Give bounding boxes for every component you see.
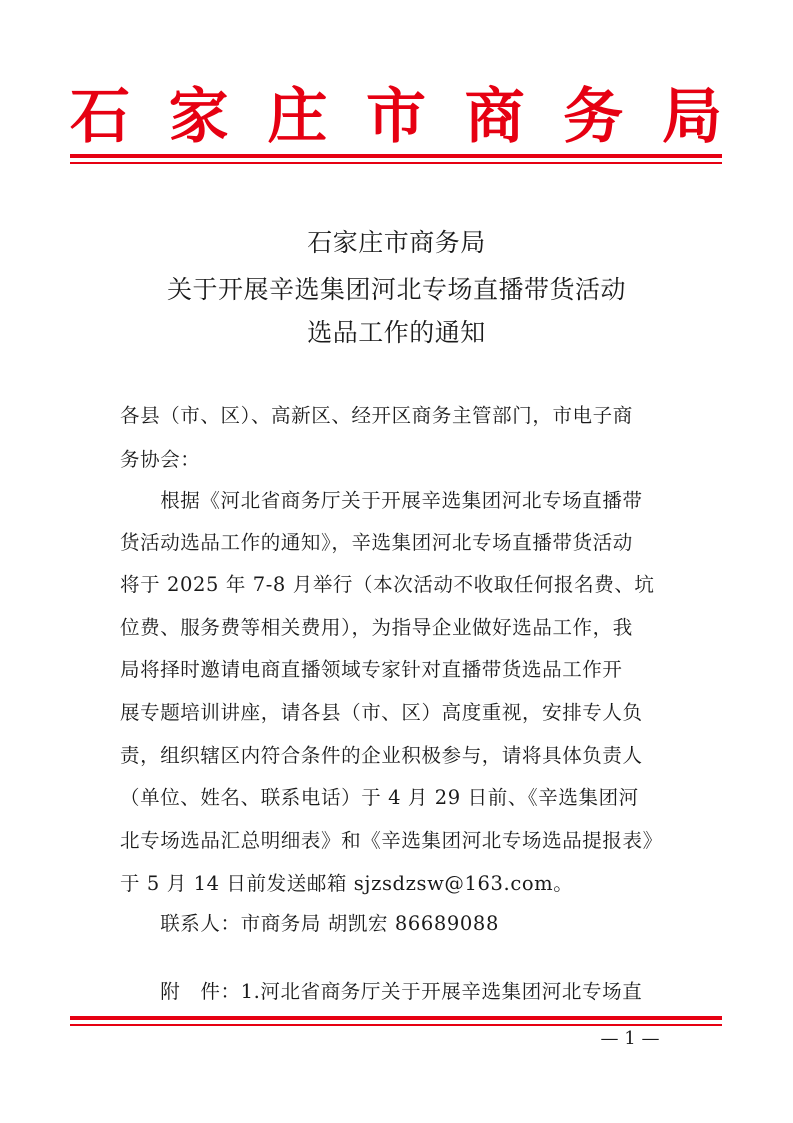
masthead-char: 市 xyxy=(365,82,426,152)
body-line: 各县（市、区）、高新区、经开区商务主管部门，市电子商 xyxy=(120,404,633,427)
body-line: （单位、姓名、联系电话）于 4 月 29 日前、《辛选集团河 xyxy=(120,786,639,809)
body-line: 将于 2025 年 7-8 月举行（本次活动不收取任何报名费、坑 xyxy=(120,573,655,596)
body-line: 务协会： xyxy=(120,448,201,471)
masthead-char: 务 xyxy=(563,82,624,152)
body-line: 局将择时邀请电商直播领域专家针对直播带货选品工作开 xyxy=(120,658,623,681)
masthead-char: 石 xyxy=(70,82,130,152)
body-line: 根据《河北省商务厅关于开展辛选集团河北专场直播带 xyxy=(120,489,643,512)
contact-line: 联系人：市商务局 胡凯宏 86689088 xyxy=(120,912,499,935)
header-rule-thick xyxy=(70,154,722,158)
doc-title-line-3: 选品工作的通知 xyxy=(307,318,486,347)
body-line: 位费、服务费等相关费用），为指导企业做好选品工作，我 xyxy=(120,616,633,639)
footer-rule-thin xyxy=(70,1024,722,1026)
doc-title-line-1: 石家庄市商务局 xyxy=(307,228,486,257)
masthead-title xyxy=(70,82,722,152)
masthead-char: 商 xyxy=(464,82,525,152)
body-line: 北专场选品汇总明细表》和《辛选集团河北专场选品提报表》 xyxy=(120,829,663,852)
body-line: 展专题培训讲座，请各县（市、区）高度重视，安排专人负 xyxy=(120,701,643,724)
body-line: 于 5 月 14 日前发送邮箱 sjzsdzsw@163.com。 xyxy=(120,872,574,895)
page-number: — 1 — xyxy=(600,1028,660,1049)
attachment-line: 附 件：1.河北省商务厅关于开展辛选集团河北专场直 xyxy=(120,980,643,1003)
masthead-char: 家 xyxy=(168,82,229,152)
doc-title-line-2: 关于开展辛选集团河北专场直播带货活动 xyxy=(166,275,626,304)
body-line: 货活动选品工作的通知》，辛选集团河北专场直播带货活动 xyxy=(120,531,633,554)
masthead-char: 局 xyxy=(661,82,722,152)
masthead-char: 庄 xyxy=(267,82,328,152)
header-rule-thin xyxy=(70,162,722,164)
footer-rule-thick xyxy=(70,1016,722,1020)
body-line: 责，组织辖区内符合条件的企业积极参与，请将具体负责人 xyxy=(120,744,643,767)
